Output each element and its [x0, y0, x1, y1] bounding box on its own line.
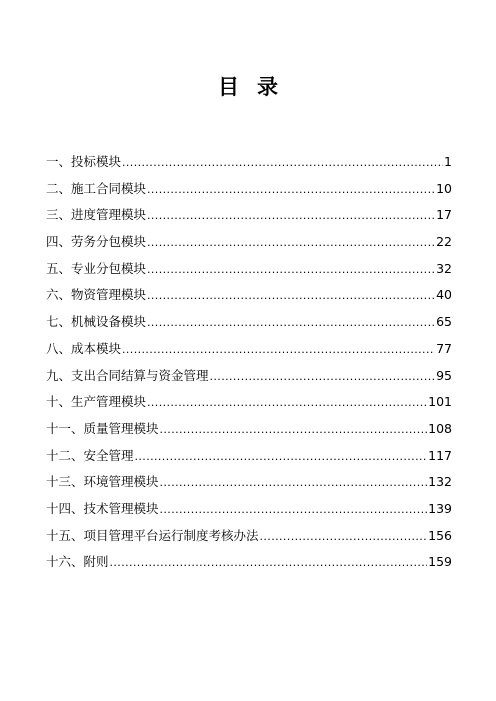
toc-entry-page: 77	[436, 340, 452, 356]
toc-entry-page: 22	[436, 234, 452, 250]
toc-entry-page: 101	[428, 394, 452, 410]
toc-entry-page: 132	[428, 474, 452, 490]
toc-entry-label: 十二、安全管理	[46, 447, 134, 463]
toc-entry-page: 139	[428, 500, 452, 516]
toc-entry-page: 117	[428, 447, 452, 463]
toc-entry-3[interactable]	[46, 205, 452, 232]
toc-entry-page: 1	[444, 154, 452, 169]
toc-entry-label: 八、成本模块	[46, 340, 122, 356]
toc-entry-label: 二、施工合同模块	[46, 180, 147, 196]
dot-leader	[147, 180, 435, 200]
dot-leader	[147, 233, 435, 253]
toc-entry-page: 32	[436, 260, 452, 276]
dot-leader	[160, 420, 428, 440]
title-char-2: 录	[257, 75, 278, 99]
dot-leader	[147, 313, 435, 333]
toc-entry-8[interactable]	[46, 339, 452, 366]
table-of-contents	[46, 152, 452, 579]
toc-entry-label: 七、机械设备模块	[46, 314, 147, 330]
dot-leader	[122, 153, 443, 173]
dot-leader	[260, 527, 428, 547]
toc-entry-7[interactable]	[46, 312, 452, 339]
toc-entry-label: 十五、项目管理平台运行制度考核办法	[46, 527, 259, 543]
toc-entry-page: 95	[436, 367, 452, 383]
toc-entry-label: 九、支出合同结算与资金管理	[46, 367, 209, 383]
dot-leader	[147, 393, 427, 413]
dot-leader	[160, 473, 428, 493]
toc-entry-page: 156	[428, 527, 452, 543]
toc-entry-page: 108	[428, 420, 452, 436]
toc-entry-label: 十、生产管理模块	[46, 394, 147, 410]
dot-leader	[135, 447, 428, 467]
dot-leader	[160, 500, 428, 520]
dot-leader	[110, 553, 428, 573]
toc-entry-2[interactable]	[46, 179, 452, 206]
toc-entry-10[interactable]	[46, 392, 452, 419]
dot-leader	[147, 286, 435, 306]
toc-entry-page: 65	[436, 314, 452, 330]
toc-entry-label: 十六、附则	[46, 554, 109, 570]
toc-entry-label: 六、物资管理模块	[46, 287, 147, 303]
toc-entry-label: 四、劳务分包模块	[46, 234, 147, 250]
toc-entry-label: 十三、环境管理模块	[46, 474, 159, 490]
toc-entry-label: 十一、质量管理模块	[46, 420, 159, 436]
toc-entry-5[interactable]	[46, 259, 452, 286]
toc-entry-15[interactable]	[46, 526, 452, 553]
page-title	[0, 71, 496, 101]
toc-entry-13[interactable]	[46, 472, 452, 499]
toc-entry-page: 17	[436, 207, 452, 223]
toc-entry-page: 10	[436, 180, 452, 196]
title-char-1: 目	[218, 75, 239, 99]
toc-entry-page: 159	[428, 554, 452, 570]
toc-entry-label: 一、投标模块	[46, 154, 122, 169]
toc-entry-6[interactable]	[46, 285, 452, 312]
toc-entry-label: 五、专业分包模块	[46, 260, 147, 276]
toc-entry-14[interactable]	[46, 499, 452, 526]
dot-leader	[147, 260, 435, 280]
toc-entry-11[interactable]	[46, 419, 452, 446]
toc-entry-4[interactable]	[46, 232, 452, 259]
dot-leader	[122, 340, 435, 360]
toc-entry-12[interactable]	[46, 446, 452, 473]
dot-leader	[210, 367, 436, 387]
toc-entry-16[interactable]	[46, 552, 452, 579]
toc-entry-label: 三、进度管理模块	[46, 207, 147, 223]
dot-leader	[147, 206, 435, 226]
toc-entry-1[interactable]	[46, 152, 452, 179]
toc-entry-label: 十四、技术管理模块	[46, 500, 159, 516]
toc-entry-9[interactable]	[46, 366, 452, 393]
toc-entry-page: 40	[436, 287, 452, 303]
